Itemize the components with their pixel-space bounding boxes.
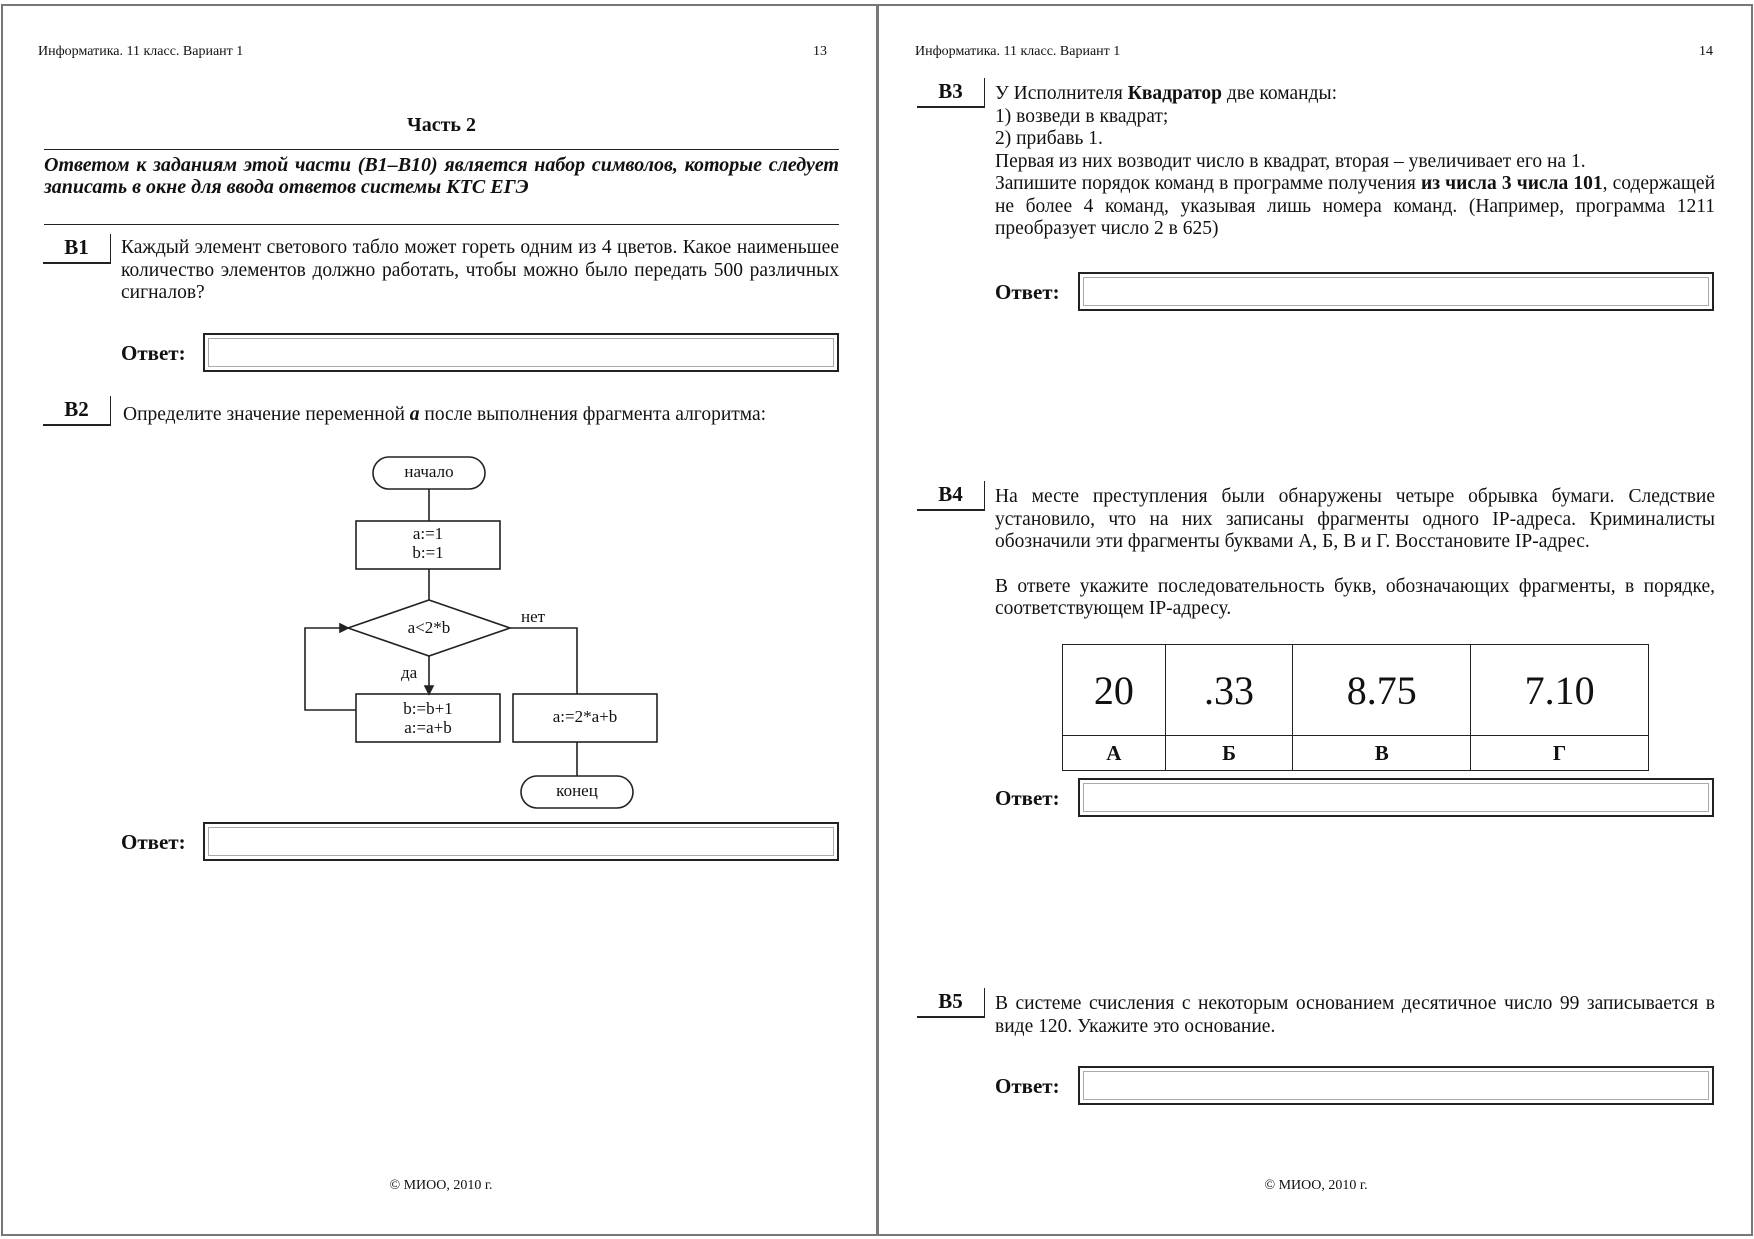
answer-label: Ответ: bbox=[121, 341, 186, 365]
part-title: Часть 2 bbox=[407, 114, 476, 136]
answer-input-b4[interactable] bbox=[1078, 778, 1714, 817]
page-header: Информатика. 11 класс. Вариант 1 bbox=[38, 44, 244, 59]
page-header: Информатика. 11 класс. Вариант 1 bbox=[915, 44, 1121, 59]
fragment-letter: А bbox=[1063, 736, 1166, 771]
task-text-b1: Каждый элемент светового табло может гореть одним из 4 цветов. Какое наименьшее количество элементов должно работать, чтобы можно было передать 500 различных сигналов? bbox=[121, 237, 839, 303]
right-page bbox=[877, 4, 1753, 1236]
flowchart-final: a:=2*a+b bbox=[552, 707, 618, 726]
flowchart-start: начало bbox=[404, 462, 454, 481]
answer-label: Ответ: bbox=[995, 1074, 1060, 1098]
fragment-card: 8.75 bbox=[1293, 645, 1471, 736]
answer-label: Ответ: bbox=[995, 280, 1060, 304]
task-label-b3: В3 bbox=[917, 78, 985, 108]
task-label-b2: В2 bbox=[43, 396, 111, 426]
flowchart-yes: да bbox=[401, 663, 418, 682]
answer-label: Ответ: bbox=[121, 830, 186, 854]
footer: © МИОО, 2010 г. bbox=[1264, 1178, 1368, 1193]
flowchart-condition: a<2*b bbox=[407, 618, 451, 637]
task-label-b4: В4 bbox=[917, 481, 985, 511]
fragment-card: 20 bbox=[1063, 645, 1166, 736]
fragment-letter: В bbox=[1293, 736, 1471, 771]
fragments-table bbox=[1062, 644, 1649, 771]
page-number: 13 bbox=[813, 44, 827, 59]
fragment-card: 7.10 bbox=[1471, 645, 1649, 736]
flowchart-loop: b:=b+1 a:=a+b bbox=[403, 699, 453, 737]
answer-label: Ответ: bbox=[995, 786, 1060, 810]
flowchart-end: конец bbox=[556, 781, 598, 800]
answer-input-b3[interactable] bbox=[1078, 272, 1714, 311]
task-text-b3: У Исполнителя Квадратор две команды: 1) возведи в квадрат; 2) прибавь 1. Первая из них возводит число в квадрат, вторая – увеличивает его на 1. Запишите порядок команд в программе получения из числа 3 числа 101, содержащей не более 4 команд, указывая лишь номера команд. (Например, программа 1211 преобразует число 2 в 625) bbox=[995, 83, 1716, 239]
left-page bbox=[1, 4, 878, 1236]
flowchart-no: нет bbox=[521, 607, 546, 626]
answer-input-b5[interactable] bbox=[1078, 1066, 1714, 1105]
task-text-b5: В системе счисления с некоторым основанием десятичное число 99 записывается в виде 120. Укажите это основание. bbox=[995, 993, 1715, 1037]
task-label-b1: В1 bbox=[43, 234, 111, 264]
fragment-letter: Г bbox=[1471, 736, 1649, 771]
task-text-b2: Определите значение переменной a после выполнения фрагмента алгоритма: bbox=[123, 404, 767, 425]
fragment-letter: Б bbox=[1165, 736, 1293, 771]
task-label-b5: В5 bbox=[917, 988, 985, 1018]
footer: © МИОО, 2010 г. bbox=[389, 1178, 493, 1193]
task-text-b4: На месте преступления были обнаружены четыре обрывка бумаги. Следствие установило, что на них записаны фрагменты одного IP-адреса. Криминалисты обозначили эти фрагменты буквами А, Б, В и Г. Восстановите IP-адрес. В ответе укажите последовательность букв, обозначающих фрагменты, в порядке, соответствующем IP-адресу. bbox=[995, 486, 1715, 619]
answer-input-b2[interactable] bbox=[203, 822, 839, 861]
page-number: 14 bbox=[1699, 44, 1713, 59]
flowchart-init: a:=1 b:=1 bbox=[412, 524, 444, 562]
instructions: Ответом к заданиям этой части (В1–В10) является набор символов, которые следует записать в окне для ввода ответов системы КТС ЕГЭ bbox=[44, 154, 839, 198]
fragment-card: .33 bbox=[1165, 645, 1293, 736]
